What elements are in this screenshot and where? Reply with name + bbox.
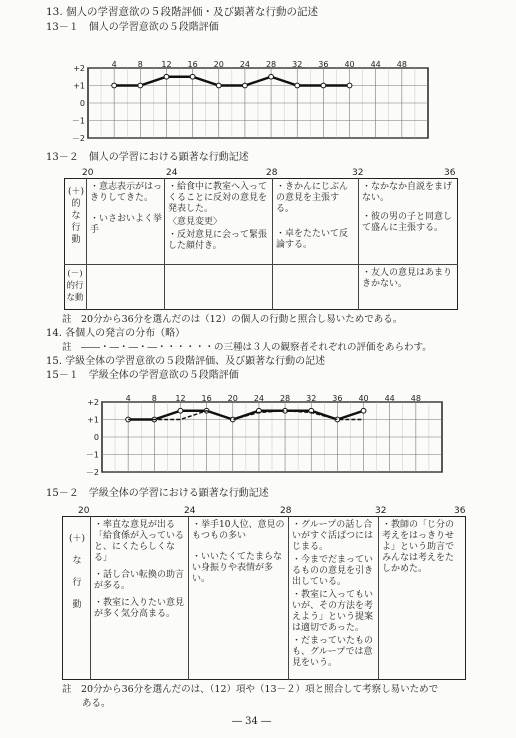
table2-c2-item: ・挙手10人位、意見のもつもの多い [192,520,285,541]
x-tick-label: 36 [318,60,329,69]
table1-c3-item: ・きかんにじぶんの意見を主張する。 [276,182,349,214]
table1-col-36: 36 [444,168,456,178]
table2-col-32: 32 [375,506,387,516]
page-number: ― 34 ― [232,716,272,727]
x-tick-label: 24 [253,394,265,403]
x-tick-label: 12 [161,60,172,69]
data-point [347,83,352,88]
y-tick-label: +1 [73,81,85,91]
table2-c1-item: ・話し合い転換の助言が多る。 [94,570,185,591]
x-tick-label: 40 [344,60,355,69]
x-tick-label: 24 [239,60,251,69]
y-tick-label: +2 [73,64,85,73]
data-point [216,83,221,88]
table2-c3-item: ・だまっていたものも、グループでは意見をいう。 [292,636,374,668]
y-tick-label: 0 [93,433,99,442]
note-1: 註 20分から36分を選んだのは（12）の個人の行動と照合し易いためである。 [62,314,403,325]
table2-col-24: 24 [184,506,196,516]
section-13-heading: 13. 個人の学習意欲の５段階評価・及び顕著な行動の記述 [46,6,319,18]
table2-c3-item: ・グループの話し合いがすぐ活ぱつにはじまる。 [292,520,374,552]
x-tick-label: 12 [175,394,186,403]
y-tick-label: －2 [71,134,85,143]
data-point [178,408,183,413]
note-3a: 註 20分から36分を選んだのは、（12）項や（13－２）項と照合して考察し易いためで [62,684,439,695]
x-tick-label: 28 [279,394,291,403]
x-tick-label: 28 [265,60,277,69]
data-point [138,83,143,88]
section-15-2-heading: 15－２ 学級全体の学習における顕著な行動記述 [46,488,269,499]
table1-col-24: 24 [166,168,178,178]
table1-col-28: 28 [266,168,278,178]
data-point [321,83,326,88]
table2-c4-item: ・教師の「じ分の考えをはっきりせよ」という助言でみんなは考えをたしかめた。 [382,520,455,574]
table1-c3-item: ・卓をたたいて反論する。 [276,229,349,250]
x-tick-label: 44 [370,60,381,69]
y-tick-label: －1 [85,450,99,460]
x-tick-label: 4 [111,60,117,69]
x-tick-label: 36 [332,394,343,403]
table1-c4-item: ・なかなか自説をまげない。 [362,182,453,203]
data-point [361,408,366,413]
table2-c1-item: ・教室に入りたい意見が多く気分高まる。 [94,598,185,619]
table1-minus-label: (－) 的行 な動 [66,269,84,303]
x-tick-label: 8 [137,60,143,69]
table1-col-20: 20 [82,168,94,178]
table2-c2-item: ・いいたくてたまらない身振りや表情が多い。 [192,552,283,584]
data-point [243,83,248,88]
data-point [164,74,169,79]
x-tick-label: 4 [125,394,131,403]
table2-col-20: 20 [78,506,90,516]
x-tick-label: 16 [187,60,198,69]
x-tick-label: 20 [213,60,224,69]
table1-c4-item: ・彼の男の子と同意して盛んに主張する。 [362,212,453,233]
data-point [112,83,117,88]
x-tick-label: 32 [306,394,317,403]
section-13-1-heading: 13－１ 個人の学習意欲の５段階評価 [46,22,219,33]
table1-c4-minus-item: ・友人の意見はあまりきかない。 [362,268,453,289]
chart-class-motivation [84,394,444,476]
x-tick-label: 40 [358,394,369,403]
x-tick-label: 32 [292,60,303,69]
x-tick-label: 20 [227,394,238,403]
table1-c2-item: ・給食中に教室へ入ってくることに反対の意見を発表した。 [168,182,268,214]
y-tick-label: －2 [85,468,99,477]
note-2: 註 ――・―・―・―・・・・・・の三種は３人の観察者それぞれの評価をあらわす。 [62,342,432,353]
section-13-2-heading: 13－２ 個人の学習における顕著な行動記述 [46,152,249,163]
table1-c1-item: ・意志表示がはっきりしてきた。 [90,182,163,203]
data-point [269,74,274,79]
section-14-heading: 14. 各個人の発言の分布（略） [46,328,186,339]
table1-plus-label: (＋) 的 な 行 動 [67,187,85,245]
table2-c3-item: ・教室に入ってもいいが、その方法を考えよう」という提案は適切であった。 [292,590,374,633]
section-15-heading: 15. 学級全体の学習意欲の５段階評価、及び顕著な行動の記述 [46,356,326,367]
data-point [295,83,300,88]
y-tick-label: +1 [87,415,99,425]
table2-c1-item: ・率直な意見が出る「給食係が入っていると、にくたらしくなる」 [94,520,185,563]
table2-col-36: 36 [454,506,466,516]
y-tick-label: －1 [71,116,85,126]
table2-plus-label: (＋) な 行 動 [68,534,86,610]
x-tick-label: 8 [151,394,157,403]
x-tick-label: 48 [396,60,407,69]
table1-c2-item: ・反対意見に会って緊張した顔付き。 [168,230,268,251]
table1-col-32: 32 [352,168,364,178]
y-tick-label: 0 [79,99,85,108]
table2-col-28: 28 [280,506,292,516]
data-point [190,74,195,79]
note-3b: ある。 [82,698,111,709]
table1-c2-item: 〈意見変更〉 [168,217,223,227]
section-15-1-heading: 15－１ 学級全体の学習意欲の５段階評価 [46,370,239,381]
chart-individual-motivation [70,60,430,142]
x-tick-label: 44 [384,394,395,403]
table1-c1-item: ・いさおいよく挙手 [90,214,163,235]
y-tick-label: +2 [87,398,99,407]
x-tick-label: 16 [201,394,212,403]
x-tick-label: 48 [410,394,421,403]
table2-c3-item: ・今までだまっているものの意見を引き出している。 [292,555,374,587]
